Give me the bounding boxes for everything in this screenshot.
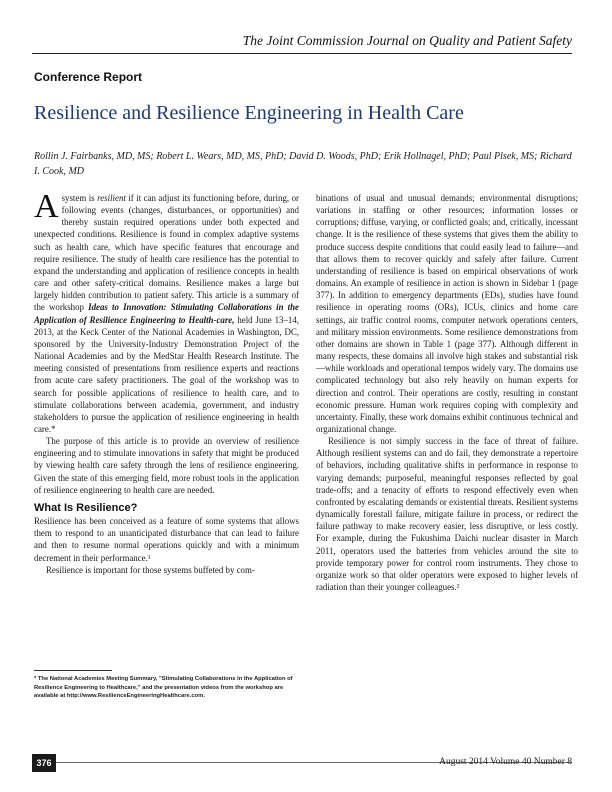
intro-text-a: system is [61,193,98,203]
right-column [316,192,578,593]
left-column [34,188,299,576]
definition-paragraph: Resilience has been conceived as a feature of some systems that allows them to respond to an unanticipated disturbance that can lead to failure and then to resume normal operations quickly and with a minimum decrement in their performance.¹ [34,516,299,563]
page-number: 376 [32,754,56,772]
success-paragraph: Resilience is not simply success in the face of threat of failure. Although resilient systems can and do fail, they demonstrate a repertoire of behaviors, including qualitative shifts in performance in response to varying demands; purposeful, meaningful responses reflected by goal trade-offs; and a tenacity of efforts to respond effectively even when confronted by escalating demands or existential threats. Resilient systems dynamically forestall failure, mitigate failure in process, or redirect the failure pathway to make recovery easier, less disruptive, or less costly. For example, during the Fukushima Daichi nuclear disaster in March 2011, operators used the batteries from vehicles around the site to provide temporary power for control room instruments. They chose to organize work so that older operators were exposed to higher levels of radiation than their younger colleagues.² [316,436,578,592]
intro-text-b: if it can adjust its functioning before, during, or following events (changes, disturbances, or opportunities) and thereby sustain required operations under both expected and unexpected conditions. Resilience is found in complex adaptive systems such as health care, which have specific features that encourage and require resilience. The study of health care resilience has the potential to expand the understanding and application of resilience concepts in health care and other safety-critical domains. Resilience makes a large but largely hidden contribution to patient safety. This article is a summary of the workshop [34,193,299,313]
article-title: Resilience and Resilience Engineering in Health Care [34,102,464,124]
purpose-paragraph: The purpose of this article is to provide an overview of resilience engineering and to stimulate innovations in safety that might be produced by viewing health care safety through the lens of resilience engineering. Given the state of this emerging field, more robust tools in the application of resilience engineering to health care are needed. [34,436,299,495]
footnote: * The National Academies Meeting Summary, "Stimulating Collaborations in the Application of Resilience Engineering to Healthcare," and the presentation videos from the workshop are available at http://www.ResilienceEngineeringHealthcare.com. [34,676,293,699]
intro-paragraph [34,188,299,435]
intro-text-c: held June 13–14, 2013, at the Keck Center of the National Academies in Washington, DC, sponsored by the University-Industry Demonstration Project of the National Academies and by the MedStar Health Research Institute. The meeting consisted of presentations from resilience experts and reactions from acute care safety practitioners. The goal of the workshop was to search for possible applications of resilience to health care, and to stimulate collaborations between academia, government, and industry stakeholders to pursue the application of resilience engineering in health care.* [34,314,299,434]
section-heading-what-is-resilience: What Is Resilience? [34,501,138,514]
importance-paragraph: Resilience is important for those systems buffeted by com- [46,564,255,575]
journal-title: The Joint Commission Journal on Quality and Patient Safety [242,33,572,48]
footnote-rule [34,670,112,671]
workshop-title: Ideas to Innovation: Stimulating Collaborations in the Application of Resilience Engineering to Health-care, [34,302,299,325]
author-list: Rollin J. Fairbanks, MD, MS; Robert L. Wears, MD, MS, PhD; David D. Woods, PhD; Erik Hollnagel, PhD; Paul Plsek, MS; Richard I. Cook, MD [34,151,572,177]
section-label: Conference Report [34,70,143,84]
continuation-paragraph: binations of usual and unusual demands; environmental disruptions; variations in staffing or other resources; information losses or corruptions; diffuse, varying, or conflicted goals; and, critically, incessant change. It is the resilience of these systems that gives them the ability to produce success despite conditions that could easily lead to failure—and that allows them to recover quickly and safely after failure. Current understanding of resilience is based on empirical observations of work domains. An example of resilience in action is shown in Sidebar 1 (page 377). In addition to emergency departments (EDs), studies have found resilience in operating rooms (ORs), ICUs, clinics and home care settings, air traffic control rooms, computer network operations centers, and military mission environments. Some resilience demonstrations from other domains are shown in Table 1 (page 377). Although different in many respects, these domains all involve high stakes and substantial risk—while workloads and operational tempos widely vary. The domains use complicated technology but also rely heavily on human experts for direction and control. Their operations are costly, resulting in constant economic pressure. Human work requires coping with complexity and uncertainty. Finally, these work domains exhibit continuous technical and organizational change. [316,193,578,434]
resilient-term: resilient [97,193,126,203]
issue-info: August 2014 Volume 40 Number 8 [439,757,572,767]
drop-cap: A [34,188,59,225]
header-rule [32,53,572,54]
